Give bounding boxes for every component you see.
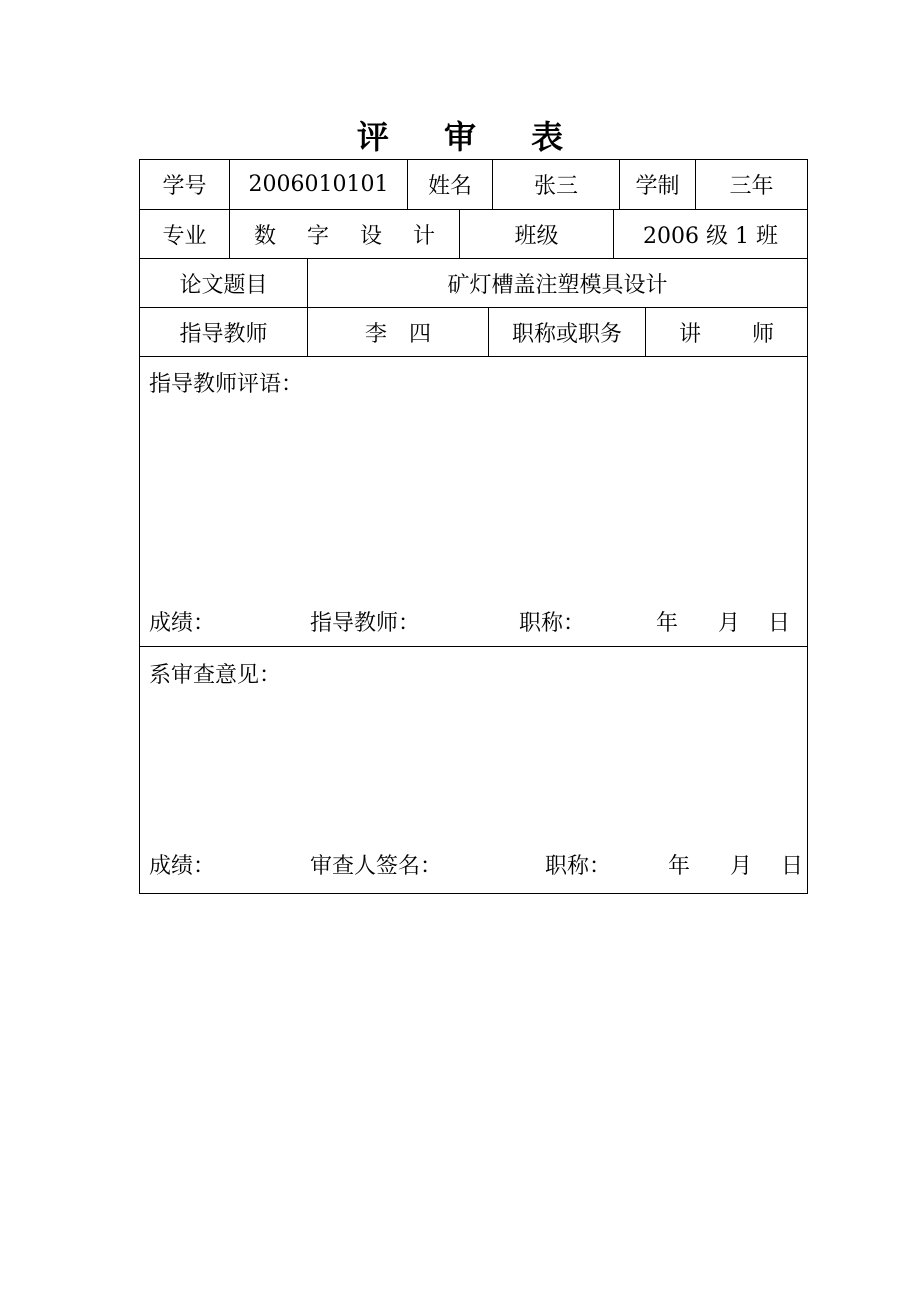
major-value: 数 字 设 计 [229,210,459,258]
dept-grade-label: 成绩： [149,854,216,879]
rank-value: 讲 师 [645,308,807,356]
advisor-date-day: 日 [768,611,791,636]
duration-label: 学制 [619,160,695,209]
topic-value: 矿灯槽盖注塑模具设计 [307,259,807,307]
student-id-value: 2006010101 [229,160,407,209]
duration-value: 三年 [695,160,807,209]
class-value: 2006 级 1 班 [613,210,807,258]
row-topic [140,259,807,308]
advisor-date-month: 月 [718,611,741,636]
row-advisor [140,308,807,357]
dept-review-label: 系审查意见： [149,663,282,688]
row-student-info [140,160,807,210]
dept-date-year: 年 [668,854,691,879]
advisor-title-label: 职称： [519,611,586,636]
dept-review-section [140,647,807,893]
advisor-comments-label: 指导教师评语： [149,372,304,397]
advisor-label: 指导教师 [179,321,268,347]
advisor-value: 李 四 [307,308,488,356]
advisor-signer-label: 指导教师： [310,611,421,636]
dept-signer-label: 审查人签名： [310,854,443,879]
advisor-comments-section [140,357,807,647]
advisor-grade-label: 成绩： [149,611,216,636]
review-form [139,159,808,894]
name-value: 张三 [492,160,619,209]
major-label: 专业 [162,223,207,249]
dept-date-day: 日 [781,854,804,879]
advisor-date-year: 年 [656,611,679,636]
row-major-info [140,210,807,259]
class-label: 班级 [459,210,613,258]
dept-title-label: 职称： [545,854,612,879]
rank-label: 职称或职务 [488,308,645,356]
student-id-label: 学号 [162,174,207,199]
form-title: 评 审 表 [356,118,586,156]
name-label: 姓名 [407,160,492,209]
dept-date-month: 月 [730,854,753,879]
topic-label: 论文题目 [179,272,268,298]
